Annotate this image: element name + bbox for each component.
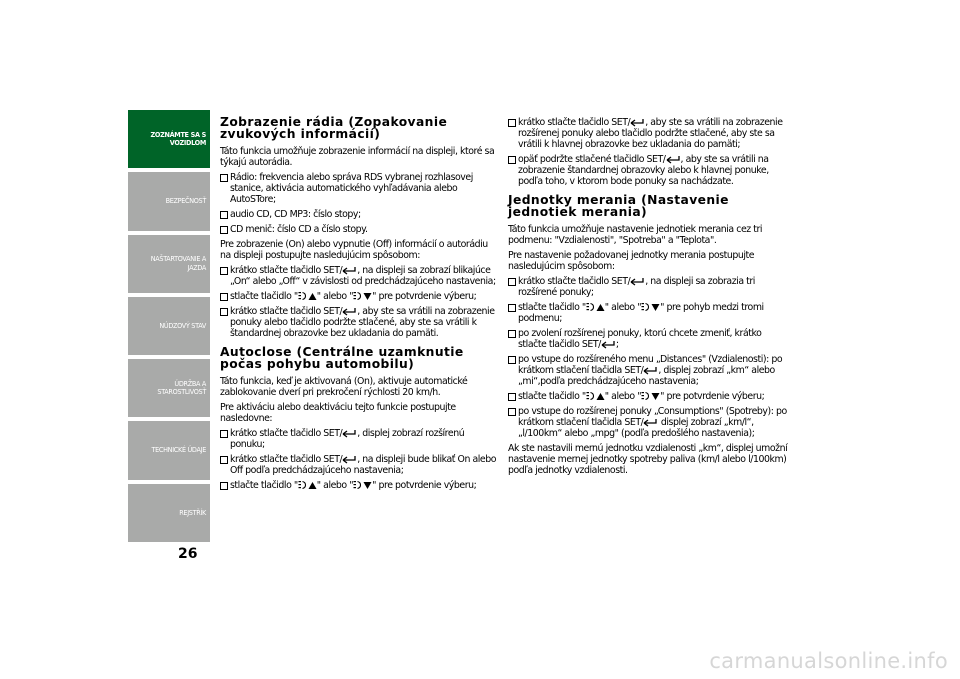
step-list — [508, 117, 790, 187]
checkbox-bullet-icon — [220, 226, 228, 234]
list-item — [220, 480, 498, 491]
text: " alebo " — [316, 480, 354, 491]
checkbox-bullet-icon — [508, 278, 516, 286]
list-item-text: CD menič: číslo CD a číslo stopy. — [230, 224, 368, 235]
text: , displej zobrazí „km“ alebo „mi“,podľa predchádzajúceho nastavenia; — [518, 365, 775, 387]
checkbox-bullet-icon — [220, 267, 228, 275]
text: krátko stlačte tlačidlo SET/ — [518, 276, 631, 287]
section-title-autoclose: Autoclose (Centrálne uzamknutie počas pohybu automobilu) — [220, 345, 464, 371]
down-triangle-icon — [651, 303, 660, 312]
checkbox-bullet-icon — [220, 211, 228, 219]
checkbox-bullet-icon — [220, 430, 228, 438]
checkbox-bullet-icon — [508, 119, 516, 127]
return-arrow-icon — [643, 417, 658, 427]
return-arrow-icon — [342, 454, 357, 464]
paragraph: Pre nastavenie požadovanej jednotky merania postupujte nasledujúcim spôsobom: — [508, 250, 755, 272]
list-item — [508, 354, 790, 387]
text: stlačte tlačidlo " — [518, 391, 586, 402]
steering-key-icon — [353, 291, 363, 301]
text: , aby ste sa vrátili na zobrazenie ponuky alebo tlačidlo podržte stlačené, aby ste sa vrátili k štandardnej obrazovke bez ukladania do pamäti. — [230, 306, 495, 339]
text: krátko stlačte tlačidlo SET/ — [230, 306, 343, 317]
up-triangle-icon — [596, 392, 605, 401]
list-item — [220, 265, 498, 287]
section-title-units: Jednotky merania (Nastavenie jednotiek merania) — [508, 193, 729, 219]
list-item — [220, 306, 498, 339]
text: " pre pohyb medzi tromi podmenu; — [518, 302, 764, 324]
text: krátko stlačte tlačidlo SET/ — [518, 117, 631, 128]
paragraph: Táto funkcia umožňuje nastavenie jednotiek merania cez tri podmenu: "Vzdialenosti", "Spotreba" a "Teplota". — [508, 224, 763, 246]
paragraph: Pre zobrazenie (On) alebo vypnutie (Off) informácií o autorádiu na displeji postupujte nasledujúcim spôsobom: — [220, 239, 488, 261]
list-item — [220, 291, 498, 302]
return-arrow-icon — [630, 276, 645, 286]
tab-zoznamte-sa-s-vozidlom[interactable]: ZOZNÁMTE SA S VOZIDLOM — [128, 110, 210, 168]
checkbox-bullet-icon — [508, 156, 516, 164]
text: " pre potvrdenie výberu; — [660, 391, 765, 402]
tab-technicke-udaje[interactable]: TECHNICKÉ ÚDAJE — [128, 421, 210, 479]
tab-nastartovanie-a-jazda[interactable]: NAŠTARTOVANIE A JAZDA — [128, 235, 210, 293]
text: stlačte tlačidlo " — [230, 291, 298, 302]
list-item-text: Rádio: frekvencia alebo správa RDS vybranej rozhlasovej stanice, aktivácia automatického vyhľadávania alebo AutoSTore; — [230, 172, 473, 205]
text: stlačte tlačidlo " — [230, 480, 298, 491]
list-item-text: audio CD, CD MP3: číslo stopy; — [230, 209, 361, 220]
return-arrow-icon — [342, 265, 357, 275]
chapter-sidebar — [128, 110, 210, 542]
tab-rejstrik[interactable]: REJSTŘÍK — [128, 484, 210, 542]
list-item — [220, 454, 498, 476]
text: krátko stlačte tlačidlo SET/ — [230, 428, 343, 439]
down-triangle-icon — [651, 392, 660, 401]
text: po zvolení rozšírenej ponuky, ktorú chcete zmeniť, krátko stlačte tlačidlo SET/ — [518, 328, 762, 350]
return-arrow-icon — [666, 154, 681, 164]
text: krátko stlačte tlačidlo SET/ — [230, 454, 343, 465]
text: opäť podržte stlačené tlačidlo SET/ — [518, 154, 666, 165]
list-item — [508, 391, 790, 402]
steering-key-icon — [641, 391, 651, 401]
steering-key-icon — [353, 480, 363, 490]
text: po vstupe do rozšírenej ponuky „Consumptions" (Spotreby): po krátkom stlačení tlačidla SET/ — [518, 406, 787, 428]
text: stlačte tlačidlo " — [518, 302, 586, 313]
tab-nudzovy-stav[interactable]: NÚDZOVÝ STAV — [128, 297, 210, 355]
checkbox-bullet-icon — [508, 393, 516, 401]
steering-key-icon — [641, 302, 651, 312]
tab-udrzba-a-starostlivost[interactable]: ÚDRŽBA A STAROSTLIVOSŤ — [128, 359, 210, 417]
step-list — [220, 428, 498, 491]
list-item — [508, 302, 790, 324]
list-item — [220, 172, 498, 205]
tab-bezpecnost[interactable]: BEZPEČNOSŤ — [128, 172, 210, 230]
checkbox-bullet-icon — [508, 330, 516, 338]
text: , aby ste sa vrátili na zobrazenie rozšírenej ponuky alebo tlačidlo podržte stlačené, aby ste sa vrátili k hlavnej obrazovke bez ukladania do pamäti; — [518, 117, 783, 150]
list-item — [508, 117, 790, 150]
checkbox-bullet-icon — [220, 308, 228, 316]
return-arrow-icon — [643, 365, 658, 375]
steering-key-icon — [586, 391, 596, 401]
checkbox-bullet-icon — [220, 482, 228, 490]
up-triangle-icon — [308, 292, 317, 301]
list-item — [508, 154, 790, 187]
list-item — [508, 406, 790, 439]
checkbox-bullet-icon — [508, 356, 516, 364]
steering-key-icon — [298, 480, 308, 490]
list-item — [508, 328, 790, 350]
text: , aby ste sa vrátili na zobrazenie štandardnej obrazovky alebo k hlavnej ponuke, podľa toho, v ktorom bode ponuky sa nachádzate. — [518, 154, 769, 187]
checkbox-bullet-icon — [508, 408, 516, 416]
left-column — [220, 117, 498, 495]
list-item — [220, 428, 498, 450]
text: , na displeji sa zobrazia tri rozšírené ponuky; — [518, 276, 755, 298]
text: " alebo " — [604, 391, 642, 402]
text: displej zobrazí „km/l“, „l/100km“ alebo „mpg" (podľa predošlého nastavenia); — [518, 417, 755, 439]
text: " pre potvrdenie výberu; — [372, 480, 477, 491]
text: , na displeji sa zobrazí blikajúce „On“ alebo „Off“ v závislosti od predchádzajúceho nastavenia; — [230, 265, 496, 287]
section-title-radio-display: Zobrazenie rádia (Zopakovanie zvukových informácií) — [220, 115, 448, 141]
step-list — [220, 265, 498, 339]
checkbox-bullet-icon — [220, 174, 228, 182]
up-triangle-icon — [308, 481, 317, 490]
list-item — [220, 224, 498, 235]
text: krátko stlačte tlačidlo SET/ — [230, 265, 343, 276]
checkbox-bullet-icon — [220, 456, 228, 464]
paragraph: Táto funkcia, keď je aktivovaná (On), aktivuje automatické zablokovanie dverí pri prekročení rýchlosti 20 km/h. — [220, 376, 468, 398]
return-arrow-icon — [601, 339, 616, 349]
paragraph: Pre aktiváciu alebo deaktiváciu tejto funkcie postupujte nasledovne: — [220, 402, 456, 424]
paragraph: Ak ste nastavili mernú jednotku vzdialenosti „km“, displej umožní nastavenie mernej jednotky spotreby paliva (km/l alebo l/100km) podľa jednotky vzdialenosti. — [508, 443, 788, 476]
page-number: 26 — [178, 546, 198, 562]
return-arrow-icon — [342, 306, 357, 316]
text: " pre potvrdenie výberu; — [372, 291, 477, 302]
list-item — [220, 209, 498, 220]
text: , displej zobrazí rozšírenú ponuku; — [230, 428, 465, 450]
step-list — [508, 276, 790, 439]
right-column — [508, 117, 790, 480]
bullet-list — [220, 172, 498, 235]
return-arrow-icon — [630, 117, 645, 127]
up-triangle-icon — [596, 303, 605, 312]
checkbox-bullet-icon — [220, 293, 228, 301]
text: " alebo " — [316, 291, 354, 302]
steering-key-icon — [298, 291, 308, 301]
paragraph: Táto funkcia umožňuje zobrazenie informácií na displeji, ktoré sa týkajú autorádia. — [220, 146, 495, 168]
watermark: carmanualsonline.info — [709, 649, 948, 673]
checkbox-bullet-icon — [508, 304, 516, 312]
down-triangle-icon — [363, 292, 372, 301]
text: ; — [615, 339, 619, 350]
down-triangle-icon — [363, 481, 372, 490]
text: po vstupe do rozšíreného menu „Distances" (Vzdialenosti): po krátkom stlačení tlačidla SET/ — [518, 354, 783, 376]
steering-key-icon — [586, 302, 596, 312]
text: " alebo " — [604, 302, 642, 313]
return-arrow-icon — [342, 428, 357, 438]
list-item — [508, 276, 790, 298]
text: , na displeji bude blikať On alebo Off podľa predchádzajúceho nastavenia; — [230, 454, 497, 476]
